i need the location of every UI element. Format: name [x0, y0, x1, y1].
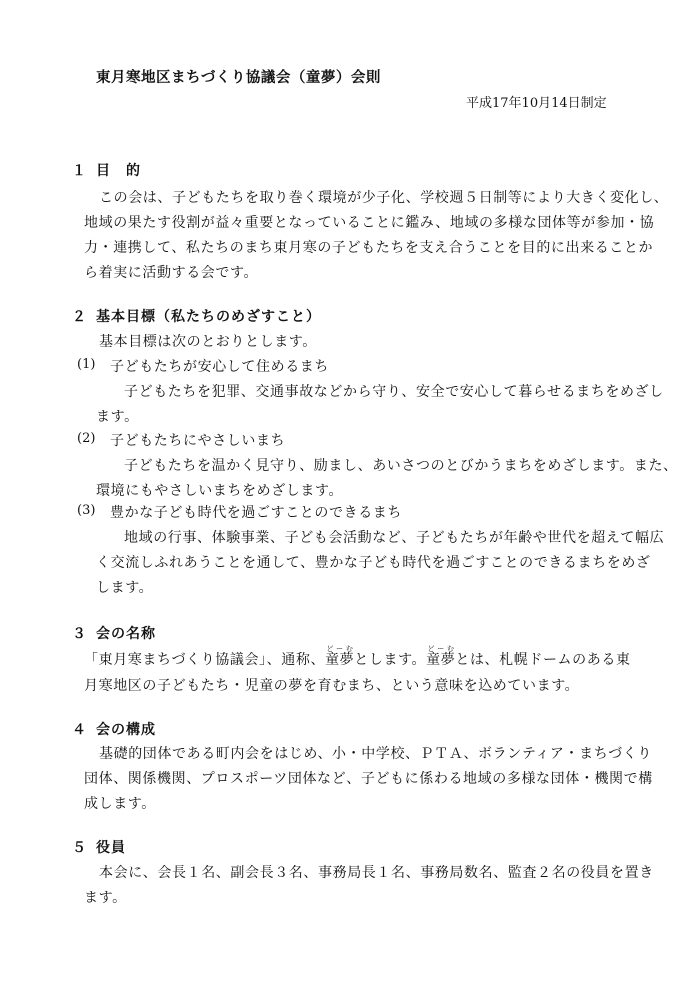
item-2-line: 環境にもやさしいまちをめざします。 [96, 483, 344, 499]
item-2-number: (2) [77, 431, 96, 446]
section-1-line: 地域の果たす役割が益々重要となっていることに鑑み、地域の多様な団体等が参加・協 [84, 215, 655, 231]
section-1-number: １ [72, 163, 86, 179]
section-2-number: ２ [72, 309, 86, 325]
domu-ruby-word [325, 645, 355, 668]
section-2-intro: 基本目標は次のとおりとします。 [99, 334, 317, 350]
section-3-heading: 会の名称 [96, 626, 156, 642]
enacted-date: 平成17年10月14日制定 [466, 96, 607, 111]
item-3-title: 豊かな子ども時代を過ごすことのできるまち [110, 505, 402, 521]
section-4-heading: 会の構成 [96, 722, 156, 738]
name-phrase: 「東月寒まちづくり協議会」、通称、 [84, 652, 326, 668]
section-5-heading: 役員 [96, 840, 126, 856]
domu-ruby-word [426, 645, 456, 668]
name-phrase: とします。 [354, 652, 427, 668]
section-1-line: 力・連携して、私たちのまち東月寒の子どもたちを支え合うことを目的に出来ることか [84, 240, 654, 256]
item-3-line: 地域の行事、体験事業、子ども会活動など、子どもたちが年齢や世代を超えて幅広 [124, 530, 665, 546]
section-1-line: ら着実に活動する会です。 [84, 265, 259, 281]
document-title: 東月寒地区まちづくり協議会（童夢）会則 [96, 69, 381, 86]
section-3-line: 月寒地区の子どもたち・児童の夢を育むまち、という意味を込めています。 [84, 678, 580, 694]
section-3-number: ３ [72, 626, 86, 642]
section-4-line: 団体、関係機関、プロスポーツ団体など、子どもに係わる地域の多様な団体・機関で構 [84, 771, 653, 787]
name-phrase: とは、札幌ドームのある東 [455, 652, 631, 668]
item-1-line: 子どもたちを犯罪、交通事故などから守り、安全で安心して暮らせるまちをめざし [124, 384, 664, 400]
section-3-line [84, 645, 631, 669]
section-5-line: ます。 [84, 890, 127, 906]
section-2-heading: 基本目標（私たちのめざすこと） [96, 309, 321, 325]
domu-word: 童夢 [325, 652, 355, 668]
section-1-line: この会は、子どもたちを取り巻く環境が少子化、学校週５日制等により大きく変化し、 [99, 190, 669, 206]
section-4-line: 成します。 [84, 796, 156, 812]
item-1-title: 子どもたちが安心して住めるまち [110, 359, 329, 375]
item-3-line: します。 [96, 580, 154, 596]
section-5-number: ５ [72, 840, 86, 856]
section-4-number: ４ [72, 722, 86, 738]
section-1-heading: 目 的 [96, 163, 141, 179]
item-2-line: 子どもたちを温かく見守り、励まし、あいさつのとびかうまちをめざします。また、 [124, 458, 678, 474]
item-3-line: く交流しふれあうことを通して、豊かな子ども時代を過ごすことのできるまちをめざ [96, 555, 651, 571]
item-2-title: 子どもたちにやさしいまち [110, 433, 286, 449]
item-1-line: ます。 [96, 409, 139, 425]
domu-word: 童夢 [426, 652, 456, 668]
item-1-number: (1) [77, 357, 96, 372]
item-3-number: (3) [77, 503, 96, 518]
domu-reading: どーむ [325, 645, 355, 653]
domu-reading: どーむ [426, 645, 456, 653]
section-4-line: 基礎的団体である町内会をはじめ、小・中学校、ＰＴＡ、ボランティア・まちづくり [99, 746, 652, 762]
section-5-line: 本会に、会長１名、副会長３名、事務局長１名、事務局数名、監査２名の役員を置き [99, 865, 654, 881]
